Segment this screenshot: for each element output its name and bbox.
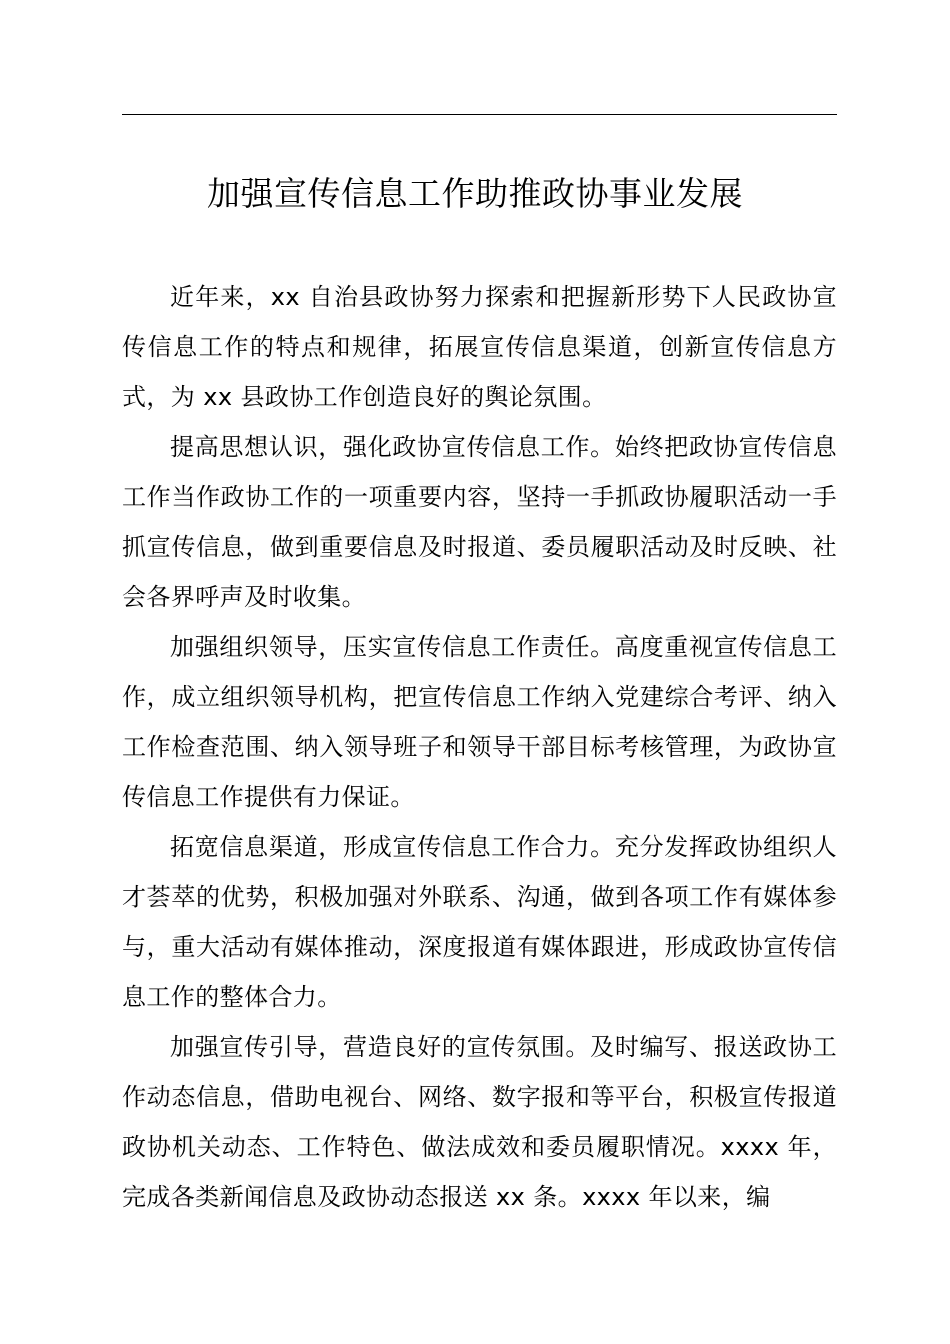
header-rule: [122, 114, 837, 115]
paragraph-intro: 近年来，xx 自治县政协努力探索和把握新形势下人民政协宣传信息工作的特点和规律，拓展宣传信息渠道，创新宣传信息方式，为 xx 县政协工作创造良好的舆论氛围。: [122, 283, 837, 411]
paragraph-channels: 拓宽信息渠道，形成宣传信息工作合力。充分发挥政协组织人才荟萃的优势，积极加强对外联系、沟通，做到各项工作有媒体参与，重大活动有媒体推动，深度报道有媒体跟进，形成政协宣传信息工作的整体合力。: [122, 833, 837, 1011]
paragraph-awareness: 提高思想认识，强化政协宣传信息工作。始终把政协宣传信息工作当作政协工作的一项重要内容，坚持一手抓政协履职活动一手抓宣传信息，做到重要信息及时报道、委员履职活动及时反映、社会各界呼声及时收集。: [122, 433, 837, 611]
document-body: [122, 272, 837, 1222]
paragraph-leadership: 加强组织领导，压实宣传信息工作责任。高度重视宣传信息工作，成立组织领导机构，把宣传信息工作纳入党建综合考评、纳入工作检查范围、纳入领导班子和领导干部目标考核管理，为政协宣传信息工作提供有力保证。: [122, 633, 837, 811]
document-title: 加强宣传信息工作助推政协事业发展: [207, 174, 743, 213]
paragraph-guidance: 加强宣传引导，营造良好的宣传氛围。及时编写、报送政协工作动态信息，借助电视台、网络、数字报和等平台，积极宣传报道政协机关动态、工作特色、做法成效和委员履职情况。xxxx 年，完成各类新闻信息及政协动态报送 xx 条。xxxx 年以来，编: [122, 1033, 837, 1211]
